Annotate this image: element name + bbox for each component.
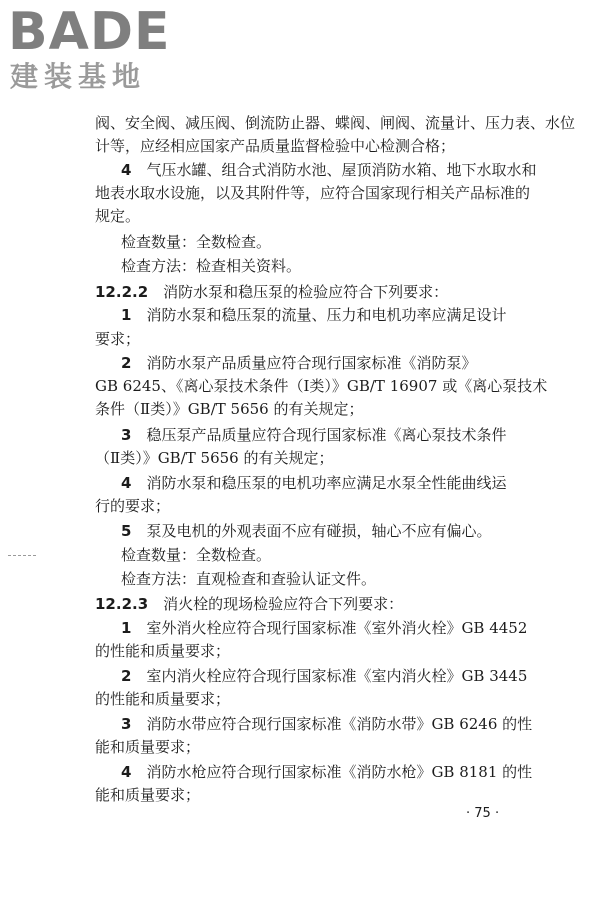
text-line	[121, 232, 271, 252]
line-text: GB 6245、《离心泵技术条件（Ⅰ类）》GB/T 16907 或《离心泵技术	[95, 377, 548, 395]
line-text: 要求；	[95, 330, 141, 348]
line-text: 消防水泵和稳压泵的电机功率应满足水泵全性能曲线运	[146, 474, 507, 492]
margin-mark	[8, 549, 36, 556]
line-text: 气压水罐、组合式消防水池、屋顶消防水箱、地下水取水和	[146, 161, 537, 179]
text-line	[121, 425, 506, 445]
text-line	[95, 399, 363, 419]
item-number: 2	[121, 667, 132, 685]
text-line	[121, 762, 532, 782]
line-text: 检查方法：直观检查和查验认证文件。	[121, 570, 377, 588]
text-line	[121, 569, 376, 589]
line-text: 消防水泵和稳压泵的流量、压力和电机功率应满足设计	[146, 306, 507, 324]
text-line	[121, 545, 271, 565]
line-text: 能和质量要求；	[95, 786, 201, 804]
line-text: （Ⅱ类）》GB/T 5656 的有关规定；	[95, 449, 334, 467]
line-text: 地表水取水设施，以及其附件等，应符合国家现行相关产品标准的	[95, 184, 531, 202]
line-text: 的性能和质量要求；	[95, 690, 231, 708]
text-line	[121, 521, 491, 541]
item-number: 3	[121, 426, 132, 444]
text-line	[95, 448, 333, 468]
text-line	[121, 666, 527, 686]
line-text: 能和质量要求；	[95, 738, 201, 756]
item-number: 4	[121, 763, 132, 781]
line-text: 室外消火栓应符合现行国家标准《室外消火栓》GB 4452	[146, 619, 528, 637]
line-text: 阀、安全阀、减压阀、倒流防止器、蝶阀、闸阀、流量计、压力表、水位	[95, 114, 576, 132]
text-line	[95, 641, 230, 661]
item-number: 4	[121, 474, 132, 492]
line-text: 消防水泵和稳压泵的检验应符合下列要求：	[163, 283, 449, 301]
text-line	[95, 282, 448, 302]
logo-mark: BADE	[8, 2, 171, 62]
line-text: 消防水带应符合现行国家标准《消防水带》GB 6246 的性	[146, 715, 533, 733]
text-line	[95, 376, 547, 396]
text-line	[95, 689, 230, 709]
text-line	[95, 136, 455, 156]
text-line	[121, 256, 301, 276]
text-line	[95, 329, 140, 349]
item-number: 2	[121, 354, 132, 372]
text-line	[95, 737, 200, 757]
item-number: 1	[121, 306, 132, 324]
line-text: 规定。	[95, 207, 141, 225]
logo-subtitle: 建装基地	[10, 60, 147, 93]
line-text: 消火栓的现场检验应符合下列要求：	[163, 595, 404, 613]
item-number: 5	[121, 522, 132, 540]
text-line	[121, 160, 536, 180]
item-number: 1	[121, 619, 132, 637]
line-text: 泵及电机的外观表面不应有碰损，轴心不应有偏心。	[146, 522, 492, 540]
line-text: 室内消火栓应符合现行国家标准《室内消火栓》GB 3445	[146, 667, 528, 685]
clause-number: 12.2.3	[95, 595, 149, 613]
line-text: 的性能和质量要求；	[95, 642, 231, 660]
line-text: 消防水枪应符合现行国家标准《消防水枪》GB 8181 的性	[146, 763, 533, 781]
line-text: 条件（Ⅱ类）》GB/T 5656 的有关规定；	[95, 400, 364, 418]
text-line	[121, 305, 506, 325]
text-line	[95, 594, 403, 614]
page-number: · 75 ·	[466, 806, 500, 821]
line-text: 消防水泵产品质量应符合现行国家标准《消防泵》	[146, 354, 477, 372]
item-number: 4	[121, 161, 132, 179]
text-line	[95, 113, 575, 133]
text-line	[121, 618, 527, 638]
line-text: 检查方法：检查相关资料。	[121, 257, 302, 275]
text-line	[121, 353, 476, 373]
text-line	[95, 183, 530, 203]
text-line	[95, 496, 170, 516]
line-text: 稳压泵产品质量应符合现行国家标准《离心泵技术条件	[146, 426, 507, 444]
line-text: 检查数量：全数检查。	[121, 546, 272, 564]
text-line	[95, 206, 140, 226]
text-line	[121, 714, 532, 734]
text-line	[95, 785, 200, 805]
clause-number: 12.2.2	[95, 283, 149, 301]
item-number: 3	[121, 715, 132, 733]
line-text: 行的要求；	[95, 497, 171, 515]
text-line	[121, 473, 506, 493]
line-text: 检查数量：全数检查。	[121, 233, 272, 251]
line-text: 计等，应经相应国家产品质量监督检验中心检测合格；	[95, 137, 456, 155]
